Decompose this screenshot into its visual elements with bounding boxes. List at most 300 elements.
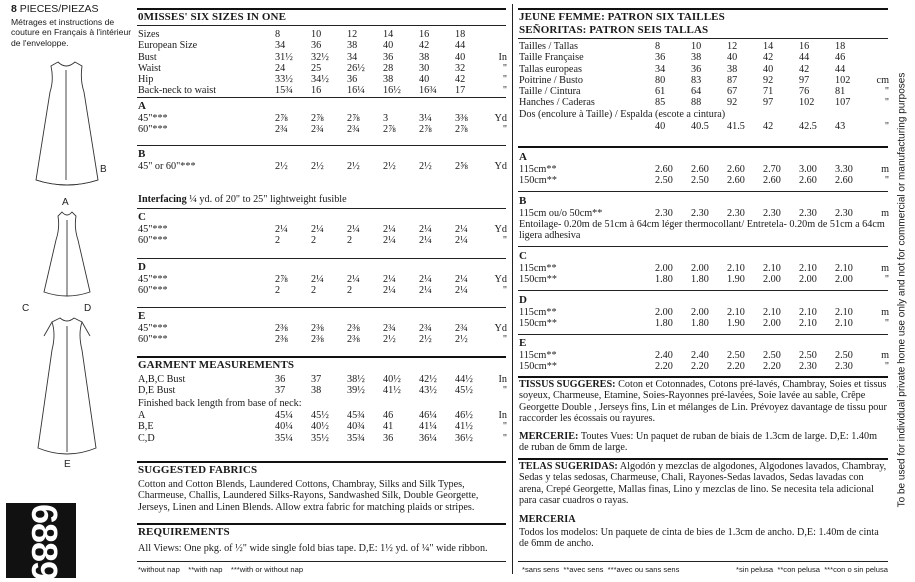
fr-rule: [518, 290, 888, 291]
table-row: [138, 374, 507, 385]
table-cell: 2.30: [799, 361, 817, 373]
table-cell: 44½: [455, 374, 473, 385]
table-cell: 80: [655, 74, 666, 86]
fr-title: JEUNE FEMME: PATRON SIX TAILLES: [519, 11, 725, 23]
table-cell: 3: [383, 113, 389, 124]
table-cell: 2¼: [419, 274, 432, 285]
telas-sugeridas: TELAS SUGERIDAS: Algodón y mezclas de algodones, Algodones lavados, Chambray, Sedas y telas sedosas, Charmeuse, Chali, Rayones-Sedas lavados, Sedas lavadas con arena, Crepé Georgette, Mallas finas, Lino y mezclas de lino. Se necesita tela adicional para casar cuadros o rayas.: [519, 461, 887, 507]
table-cell: 2¾: [455, 323, 468, 334]
table-row: [519, 274, 889, 285]
fr-rule: [518, 246, 888, 247]
table-row: [519, 263, 889, 274]
table-cell: 32: [455, 62, 466, 74]
view-label: D: [138, 261, 146, 273]
table-cell: 2¼: [455, 235, 468, 247]
table-cell: [491, 40, 507, 51]
table-cell: 18: [455, 29, 466, 40]
finished-length-table: [138, 410, 507, 444]
table-cell: 40: [419, 74, 430, 86]
table-cell: In: [498, 410, 507, 421]
table-row: [138, 421, 507, 432]
table-cell: [871, 52, 889, 63]
table-cell: 2¾: [275, 124, 288, 136]
table-cell: 36: [347, 74, 358, 86]
table-cell: 36¼: [419, 432, 437, 444]
requirements-text: All Views: One pkg. of ½" wide single fold bias tape. D,E: 1½ yd. of ¼" wide ribbon.: [138, 543, 488, 554]
table-row: [138, 124, 507, 135]
table-cell: 92: [763, 74, 774, 86]
table-cell: In: [498, 374, 507, 385]
en-view-d: [138, 261, 507, 297]
data-table: [519, 164, 889, 187]
view-label: B: [138, 148, 146, 160]
table-cell: 38½: [347, 374, 365, 385]
table-cell: 2.20: [691, 361, 709, 373]
table-cell: 87: [727, 74, 738, 86]
view-label: C: [138, 211, 146, 223]
data-table: [519, 307, 889, 330]
table-cell: 44: [835, 63, 846, 75]
table-cell: 81: [835, 86, 846, 98]
view-letter-c: C: [22, 303, 30, 314]
table-cell: 45¾: [347, 410, 365, 421]
view-letter-e: E: [64, 459, 71, 470]
en-top-rule: [137, 8, 506, 10]
data-table: [138, 374, 507, 397]
table-row: [138, 235, 507, 246]
table-cell: 38: [383, 74, 394, 86]
view-label: E: [519, 337, 527, 349]
table-cell: Yd: [494, 274, 507, 285]
row-label: 115cm**: [519, 263, 557, 274]
table-row: [519, 164, 889, 175]
table-cell: ": [502, 285, 507, 297]
table-cell: 2½: [311, 161, 324, 172]
row-label: Back-neck to waist: [138, 85, 217, 97]
table-cell: 3⅜: [455, 113, 468, 124]
table-cell: 2¼: [347, 274, 360, 285]
table-cell: 64: [691, 86, 702, 98]
table-cell: 45½: [311, 410, 329, 421]
table-cell: Yd: [494, 323, 507, 334]
en-rule: [137, 258, 506, 259]
row-label: 150cm**: [519, 318, 557, 330]
table-cell: 2.60: [691, 164, 709, 175]
table-cell: 38: [691, 52, 702, 64]
table-cell: ": [884, 361, 889, 373]
row-label: Hanches / Caderas: [519, 97, 595, 109]
table-cell: 1.80: [691, 274, 709, 286]
table-cell: 2.20: [763, 361, 781, 373]
table-row: [138, 385, 507, 396]
table-cell: 2.50: [763, 350, 781, 361]
row-label: Bust: [138, 51, 157, 63]
table-cell: 2½: [383, 161, 396, 172]
fr-view-c: [519, 250, 889, 286]
table-cell: 2.20: [655, 361, 673, 373]
table-cell: 43: [835, 121, 846, 132]
garment-bust-table: [138, 374, 507, 397]
table-cell: 2.50: [835, 350, 853, 361]
view-letter-a: A: [62, 197, 69, 208]
finished-length-label: Finished back length from base of neck:: [138, 398, 302, 409]
fr-dos-table: [519, 121, 889, 132]
table-row: [519, 121, 889, 132]
table-cell: 45¼: [275, 410, 293, 421]
fr-view-a: [519, 151, 889, 187]
view-a-sketch: [44, 212, 90, 296]
row-label: 45"***: [138, 323, 168, 334]
table-cell: ": [502, 421, 507, 433]
row-label: Sizes: [138, 29, 160, 40]
table-row: [138, 224, 507, 235]
table-cell: 40.5: [691, 121, 709, 132]
table-cell: 36½: [455, 432, 473, 444]
table-cell: 35¾: [347, 432, 365, 444]
table-cell: 10: [311, 29, 322, 40]
data-table: [138, 323, 507, 346]
table-row: [519, 41, 889, 52]
fr-rule: [518, 191, 888, 192]
table-cell: 2¼: [383, 285, 396, 297]
table-cell: 2.00: [835, 274, 853, 286]
table-cell: 2.40: [691, 350, 709, 361]
table-cell: 2.10: [727, 307, 745, 318]
table-cell: 2¼: [311, 274, 324, 285]
table-cell: 3.30: [835, 164, 853, 175]
row-label: 150cm**: [519, 361, 557, 373]
table-row: [519, 97, 889, 108]
table-row: [138, 85, 507, 96]
table-cell: 2⅞: [275, 113, 288, 124]
pattern-number: 6889: [24, 503, 65, 581]
es-title: SEÑORITAS: PATRON SEIS TALLAS: [519, 24, 709, 36]
table-cell: 2.10: [799, 318, 817, 330]
data-table: [138, 274, 507, 297]
table-cell: 2¼: [383, 224, 396, 235]
table-cell: 2¼: [419, 235, 432, 247]
fr-top-rule: [518, 8, 888, 10]
en-interfacing: Interfacing ¼ yd. of 20" to 25" lightweight fusible: [138, 194, 347, 205]
table-cell: 24: [275, 62, 286, 74]
table-cell: 2: [311, 235, 317, 247]
table-cell: ": [884, 318, 889, 330]
table-cell: 2.10: [763, 307, 781, 318]
table-cell: 16¾: [419, 85, 437, 97]
table-row: [138, 161, 507, 172]
table-cell: 40½: [311, 421, 329, 433]
table-cell: 2¼: [311, 224, 324, 235]
table-cell: 26½: [347, 62, 365, 74]
en-footnote: *without nap **with nap ***with or without nap: [138, 565, 304, 574]
row-label: 60"***: [138, 235, 168, 247]
table-cell: cm: [876, 74, 889, 86]
table-cell: 41½: [455, 421, 473, 433]
table-row: [519, 64, 889, 75]
table-cell: 46¼: [419, 410, 437, 421]
table-row: [138, 52, 507, 63]
table-cell: 2: [347, 285, 353, 297]
table-cell: 40: [383, 40, 394, 52]
table-cell: 1.90: [727, 318, 745, 330]
table-cell: 2⅜: [347, 323, 360, 334]
table-cell: 30: [419, 62, 430, 74]
table-cell: 1.80: [691, 318, 709, 330]
data-table: [138, 410, 507, 444]
table-row: [138, 285, 507, 296]
table-cell: 40¾: [347, 421, 365, 433]
table-cell: [491, 29, 507, 40]
table-cell: 16½: [383, 85, 401, 97]
table-cell: 31½: [275, 51, 293, 63]
table-cell: 10: [691, 41, 702, 52]
table-cell: 2¼: [455, 224, 468, 235]
data-table: [519, 350, 889, 373]
table-cell: m: [881, 307, 889, 318]
table-cell: 35¼: [275, 432, 293, 444]
view-label: E: [138, 310, 146, 322]
table-row: [138, 40, 507, 51]
en-view-a: [138, 100, 507, 136]
row-label: Waist: [138, 62, 161, 74]
table-cell: 41½: [383, 385, 401, 397]
suggested-fabrics-text: Cotton and Cotton Blends, Laundered Cottons, Chambray, Silks and Silk Types, Charmeuse, Challis, Laundered Silks-Rayons, Sandwashed Silk, Double Georgette, Jerseys, Linen and Linen Blends. Allow extra fabric for matching plaids or stripes.: [138, 479, 479, 513]
row-label: C,D: [138, 432, 155, 444]
table-cell: 16¼: [347, 85, 365, 97]
en-sizes-table: [138, 29, 507, 97]
fr-rule: [518, 458, 888, 460]
en-view-e: [138, 310, 507, 346]
row-label: 115cm**: [519, 350, 557, 361]
table-row: [138, 274, 507, 285]
row-label: European Size: [138, 40, 198, 52]
table-cell: 34: [655, 63, 666, 75]
table-cell: 2¼: [455, 274, 468, 285]
en-title: 0MISSES' SIX SIZES IN ONE: [138, 11, 287, 23]
table-cell: 2.10: [835, 263, 853, 274]
fr-rule: [518, 376, 888, 378]
table-cell: 40: [655, 121, 666, 132]
data-table: [519, 41, 889, 109]
en-rule: [137, 356, 506, 358]
row-label: 115cm**: [519, 164, 557, 175]
row-label: D,E Bust: [138, 385, 176, 397]
table-cell: Yd: [494, 224, 507, 235]
table-cell: 2⅞: [419, 124, 432, 136]
en-rule: [137, 461, 506, 463]
table-cell: 39½: [347, 385, 365, 397]
table-cell: 2.10: [727, 263, 745, 274]
fr-footnote: *sans sens **avec sens ***avec ou sans sens: [522, 565, 680, 574]
table-cell: 41¼: [419, 421, 437, 433]
table-cell: 2.00: [763, 318, 781, 330]
pieces-count: 8 PIECES/PIEZAS: [11, 3, 99, 15]
row-label: Taille Française: [519, 52, 584, 64]
table-cell: 15¾: [275, 85, 293, 97]
table-cell: 8: [275, 29, 281, 40]
table-cell: ": [502, 124, 507, 136]
view-letter-b: B: [100, 164, 107, 175]
data-table: [138, 113, 507, 136]
table-cell: 2.00: [691, 263, 709, 274]
table-cell: 32½: [311, 51, 329, 63]
table-cell: ": [502, 334, 507, 346]
table-cell: 12: [347, 29, 358, 40]
table-row: [519, 318, 889, 329]
en-view-c: [138, 211, 507, 247]
table-cell: 2¾: [383, 323, 396, 334]
en-view-b: [138, 148, 507, 172]
en-rule: [137, 523, 506, 525]
table-cell: 38: [727, 63, 738, 75]
table-cell: ": [502, 235, 507, 247]
table-cell: 2.10: [799, 263, 817, 274]
table-cell: 2.60: [835, 175, 853, 187]
table-cell: 85: [655, 97, 666, 109]
es-footnote: *sin pelusa **con pelusa ***con o sin pelusa: [736, 565, 888, 574]
fr-view-d: [519, 294, 889, 330]
fr-title-rule: [518, 38, 888, 39]
table-cell: 36: [383, 51, 394, 63]
table-cell: 45½: [455, 385, 473, 397]
table-cell: 40: [727, 52, 738, 64]
table-cell: 2.20: [727, 361, 745, 373]
view-label: A: [138, 100, 146, 112]
table-row: [519, 307, 889, 318]
requirements-title: REQUIREMENTS: [138, 526, 230, 538]
table-cell: 42: [763, 121, 774, 132]
table-cell: 2.60: [763, 175, 781, 187]
view-letter-d: D: [84, 303, 92, 314]
table-cell: 2.50: [727, 350, 745, 361]
table-cell: [871, 64, 889, 75]
table-cell: 16: [799, 41, 810, 52]
table-cell: 1.80: [655, 274, 673, 286]
table-cell: 46: [383, 410, 394, 421]
row-label: 60"***: [138, 124, 168, 136]
table-cell: 34: [275, 40, 286, 52]
table-cell: 2½: [419, 161, 432, 172]
table-cell: 18: [835, 41, 846, 52]
table-cell: 40½: [383, 374, 401, 385]
table-cell: [871, 41, 889, 52]
table-cell: ": [884, 97, 889, 109]
table-cell: 2.50: [799, 350, 817, 361]
table-cell: 28: [383, 62, 394, 74]
table-cell: 16: [311, 85, 322, 97]
table-cell: 36: [655, 52, 666, 64]
table-cell: 42.5: [799, 121, 817, 132]
table-cell: ": [884, 274, 889, 286]
table-cell: In: [498, 51, 507, 63]
garment-measurements-title: GARMENT MEASUREMENTS: [138, 359, 295, 371]
table-cell: 2½: [455, 334, 468, 346]
table-cell: 42: [455, 74, 466, 86]
data-table: [138, 161, 507, 172]
table-cell: 1.80: [655, 318, 673, 330]
table-cell: ": [884, 86, 889, 98]
table-cell: 2½: [347, 161, 360, 172]
fr-rule: [518, 561, 888, 562]
table-cell: 2.10: [835, 307, 853, 318]
table-cell: 2¾: [311, 124, 324, 136]
table-cell: 2⅞: [311, 113, 324, 124]
side-usage-note: [891, 0, 913, 580]
table-cell: 2.40: [655, 350, 673, 361]
table-cell: 46: [835, 52, 846, 64]
row-label: B,E: [138, 421, 154, 433]
mercerie: MERCERIE: Toutes Vues: Un paquet de ruban de biais de 1.3cm de large. D,E: 1.40m de ruban de 6mm de large.: [519, 431, 878, 454]
table-row: [138, 29, 507, 40]
table-cell: ": [884, 121, 889, 132]
table-cell: 34: [347, 51, 358, 63]
table-row: [138, 410, 507, 421]
table-cell: 12: [727, 41, 738, 52]
table-cell: 2.50: [655, 175, 673, 187]
table-cell: 2¼: [455, 285, 468, 297]
table-cell: 2.00: [691, 307, 709, 318]
table-cell: 2⅞: [455, 124, 468, 136]
fr-rule: [518, 334, 888, 335]
french-instructions-note: Métrages et instructions de couture en Français à l'intérieur de l'enveloppe.: [11, 17, 132, 48]
table-cell: 2⅞: [383, 124, 396, 136]
table-cell: 107: [835, 97, 851, 109]
table-cell: 2: [275, 285, 281, 297]
table-cell: Yd: [494, 113, 507, 124]
table-cell: 8: [655, 41, 661, 52]
table-row: [519, 75, 889, 86]
table-cell: 36: [383, 432, 394, 444]
table-cell: ": [884, 175, 889, 187]
table-cell: 38: [419, 51, 430, 63]
row-label: 150cm**: [519, 175, 557, 187]
table-cell: 2⅜: [347, 334, 360, 346]
en-rule: [137, 561, 506, 562]
merceria-title: MERCERIA: [519, 514, 576, 525]
row-label: Tallas europeas: [519, 63, 582, 75]
fr-entoilage: Entoilage- 0.20m de 51cm à 64cm léger thermocollant/ Entretela- 0.20m de 51cm a 64cm ligera adhesiva: [519, 219, 885, 242]
row-label: Tailles / Tallas: [519, 41, 578, 52]
table-cell: 2: [347, 235, 353, 247]
table-row: [519, 361, 889, 372]
table-cell: ": [502, 74, 507, 86]
table-cell: 2.30: [655, 208, 673, 219]
table-cell: Yd: [494, 161, 507, 172]
table-cell: 2.10: [799, 307, 817, 318]
row-label: [519, 121, 655, 132]
row-label: A,B,C Bust: [138, 374, 186, 385]
data-table: [519, 121, 889, 132]
fr-dos-label: Dos (encolure à Taille) / Espalda (escote a cintura): [519, 109, 726, 120]
table-row: [138, 323, 507, 334]
table-cell: 2.00: [763, 274, 781, 286]
row-label: 60"***: [138, 285, 168, 297]
row-label: Poitrine / Busto: [519, 74, 583, 86]
table-row: [138, 113, 507, 124]
table-cell: 2.30: [763, 208, 781, 219]
table-cell: 36: [275, 374, 286, 385]
table-cell: 16: [419, 29, 430, 40]
table-cell: 2½: [275, 161, 288, 172]
row-label: 60"***: [138, 334, 168, 346]
table-cell: 3¼: [419, 113, 432, 124]
table-cell: m: [881, 164, 889, 175]
table-cell: 83: [691, 74, 702, 86]
table-cell: 2⅞: [347, 113, 360, 124]
table-row: [519, 86, 889, 97]
row-label: 45"***: [138, 113, 168, 124]
table-cell: 41.5: [727, 121, 745, 132]
